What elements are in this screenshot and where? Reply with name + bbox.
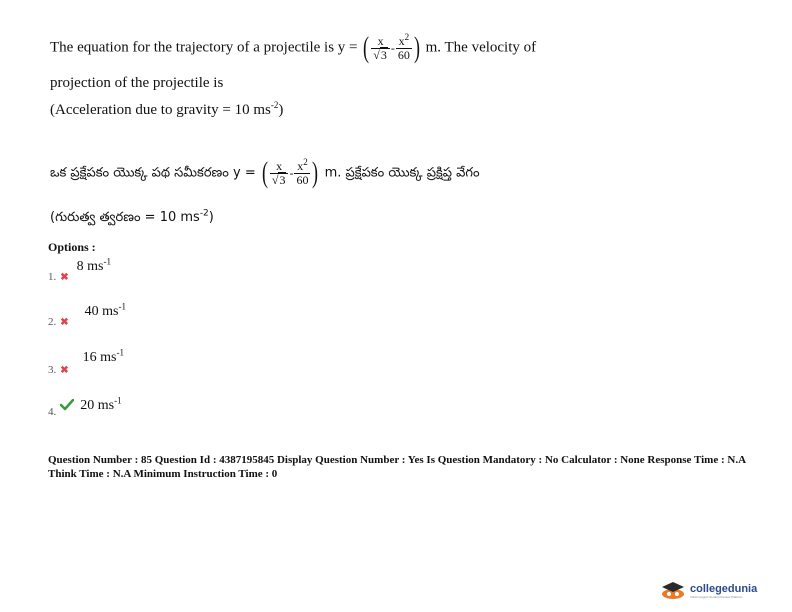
question-line-english-1 bbox=[50, 33, 536, 63]
check-icon bbox=[60, 399, 74, 411]
question-line-telugu-1: ఒక ప్రక్షేపకం యొక్క పథ సమీకరణం y = ( $\frac{x}{√3}$ - $\frac{x^2}{60}$ ) m. ప్రక్షేపకం యొక్క ప్రక్షిప్త వేగం bbox=[50, 156, 480, 189]
trajectory-equation-telugu: ( $\frac{x}{√3}$ - $\frac{x^2}{60}$ ) bbox=[261, 156, 319, 189]
option-4[interactable]: $_{4.}$ 20 $ms^{-1}$ bbox=[48, 395, 122, 418]
wrong-mark-icon: ✖ bbox=[60, 317, 69, 328]
question-line-english-3: (Acceleration due to gravity = 10 $ms^{-2}$) bbox=[50, 100, 284, 118]
option-3[interactable]: $_{3.}$ $_✖$ 16 $ms^{-1}$ bbox=[48, 347, 124, 376]
question-text-suffix: m. The velocity of bbox=[425, 39, 537, 56]
wrong-mark-icon: ✖ bbox=[60, 272, 69, 283]
collegedunia-logo: collegedunia India's largest Student Review Platform bbox=[660, 582, 757, 600]
question-line-telugu-2: (గురుత్వ త్వరణం = 10 $ms^{-2}$) bbox=[50, 208, 214, 225]
question-text: The equation for the trajectory of a projectile is y = bbox=[50, 39, 358, 56]
trajectory-equation: ( $\frac{x}{√3}$ - $\frac{x^2}{60}$ ) bbox=[363, 31, 420, 64]
options-heading: Options : bbox=[48, 240, 96, 254]
option-1[interactable]: $_{1.}$ $_✖$ 8 $ms^{-1}$ bbox=[48, 256, 111, 283]
wrong-mark-icon: ✖ bbox=[60, 365, 69, 376]
graduation-cap-icon bbox=[660, 582, 686, 600]
question-metadata: Question Number : 85 Question Id : 4387195845 Display Question Number : Yes Is Question Mandatory : No Calculator : None Response Time : N.A Think Time : N.A Minimum Instruction Time : 0 bbox=[48, 454, 746, 480]
option-2[interactable]: $_{2.}$ $_✖$ 40 $ms^{-1}$ bbox=[48, 301, 126, 328]
question-line-english-2: projection of the projectile is bbox=[50, 75, 224, 91]
